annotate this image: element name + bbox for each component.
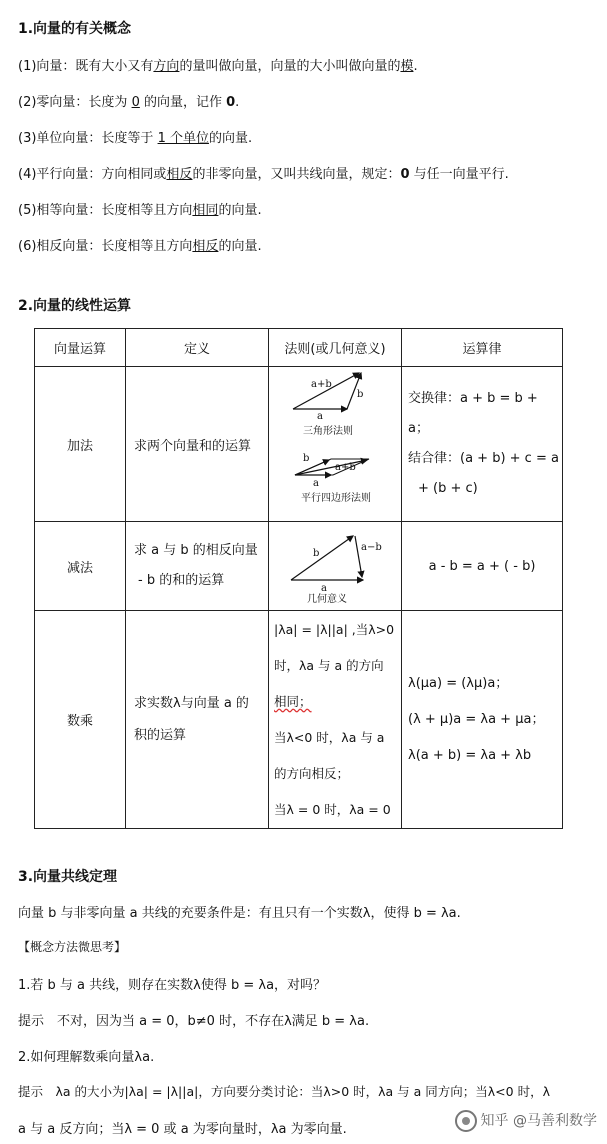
row-mul-name: 数乘 — [35, 611, 126, 829]
answer-1: 提示 不对，因为当 a = 0，b≠0 时，不存在λ满足 b = λa. — [18, 1014, 370, 1029]
mul-rule-5: 的方向相反； — [274, 765, 350, 781]
tri-caption: 三角形法则 — [303, 426, 353, 437]
header-definition: 定义 — [126, 329, 269, 367]
sub-label-b: b — [313, 548, 320, 559]
addition-figures — [269, 367, 401, 517]
answer-2-line2: a 与 a 反方向；当λ = 0 或 a 为零向量时，λa 为零向量. — [18, 1122, 347, 1137]
para-label-apb: a+b — [335, 462, 356, 473]
para-vector-b — [295, 460, 329, 475]
para-label-a: a — [313, 478, 319, 489]
row-sub-name: 减法 — [35, 522, 126, 611]
row-sub-figure — [269, 522, 402, 611]
mul-rule-2: 时，λa 与 a 的方向 — [274, 657, 384, 673]
concept-opposite-vector: (6)相反向量：长度相等且方向相反的向量. — [18, 239, 262, 254]
row-mul-laws — [402, 611, 563, 829]
concept-vector: (1)向量：既有大小又有方向的量叫做向量，向量的大小叫做向量的模. — [18, 59, 418, 74]
row-add-name: 加法 — [35, 367, 126, 522]
collinear-theorem: 向量 b 与非零向量 a 共线的充要条件是：有且只有一个实数λ，使得 b = λa. — [18, 906, 461, 921]
section1-title: 1.向量的有关概念 — [18, 21, 132, 37]
sub-label-amb: a−b — [361, 542, 382, 553]
question-2: 2.如何理解数乘向量λa. — [18, 1050, 155, 1065]
row-sub-law: a - b = a + ( - b) — [402, 522, 563, 611]
mul-law-2: (λ + μ)a = λa + μa； — [408, 711, 545, 727]
sub-def-line1: 求 a 与 b 的相反向量 — [134, 543, 258, 558]
associative-law-2: + (b + c) — [418, 481, 478, 496]
row-mul-rule — [269, 611, 402, 829]
concept-parallel-vector: (4)平行向量：方向相同或相反的非零向量，又叫共线向量，规定：0 与任一向量平行. — [18, 167, 509, 182]
header-rule: 法则(或几何意义) — [269, 329, 402, 367]
sub-vector-b — [291, 536, 353, 580]
concept-unit-vector: (3)单位向量：长度等于 1 个单位的向量. — [18, 131, 253, 146]
sub-def-line2: - b 的和的运算 — [138, 573, 225, 588]
concept-zero-vector: (2)零向量：长度为 0 的向量，记作 0. — [18, 95, 240, 110]
mul-def-line2: 积的运算 — [134, 727, 187, 743]
mul-rule-6: 当λ = 0 时，λa = 0 — [274, 801, 391, 817]
mul-rule-1: |λa| = |λ||a| ,当λ>0 — [274, 621, 395, 637]
sub-caption: 几何意义 — [307, 594, 347, 605]
sub-label-a: a — [321, 583, 327, 594]
row-add-laws — [402, 367, 563, 522]
para-label-b: b — [303, 453, 310, 464]
question-1: 1.若 b 与 a 共线，则存在实数λ使得 b = λa，对吗？ — [18, 978, 327, 993]
mul-def-line1: 求实数λ与向量 a 的 — [134, 695, 249, 711]
row-mul-definition — [126, 611, 269, 829]
subtraction-figure — [269, 522, 401, 606]
header-operation: 向量运算 — [35, 329, 126, 367]
concept-think-heading: 【概念方法微思考】 — [18, 940, 127, 954]
row-add-figure — [269, 367, 402, 522]
tri-label-b: b — [357, 389, 364, 400]
section3-title: 3.向量共线定理 — [18, 869, 118, 885]
header-laws: 运算律 — [402, 329, 563, 367]
commutative-law: 交换律：a + b = b + a； — [408, 391, 538, 436]
row-sub-definition — [126, 522, 269, 611]
operations-table — [34, 328, 563, 829]
watermark — [455, 1110, 597, 1132]
zhihu-avatar-icon — [455, 1110, 477, 1132]
para-caption: 平行四边形法则 — [301, 493, 371, 504]
watermark-text: 知乎 @马善利数学 — [480, 1113, 597, 1129]
concept-equal-vector: (5)相等向量：长度相等且方向相同的向量. — [18, 203, 262, 218]
associative-law-1: 结合律：(a + b) + c = a — [408, 451, 559, 466]
mul-law-1: λ(μa) = (λμ)a； — [408, 675, 509, 691]
mul-rule-3: 相同； — [274, 693, 312, 709]
tri-label-apb: a+b — [311, 379, 332, 390]
mul-law-3: λ(a + b) = λa + λb — [408, 747, 532, 763]
mul-rule-4: 当λ<0 时，λa 与 a — [274, 729, 385, 745]
tri-label-a: a — [317, 411, 323, 422]
row-add-definition: 求两个向量和的运算 — [126, 367, 269, 522]
answer-2-line1: 提示 λa 的大小为|λa| = |λ||a|，方向要分类讨论：当λ>0 时，λa 与 a 同方向；当λ<0 时，λ — [18, 1084, 550, 1099]
section2-title: 2.向量的线性运算 — [18, 298, 132, 314]
